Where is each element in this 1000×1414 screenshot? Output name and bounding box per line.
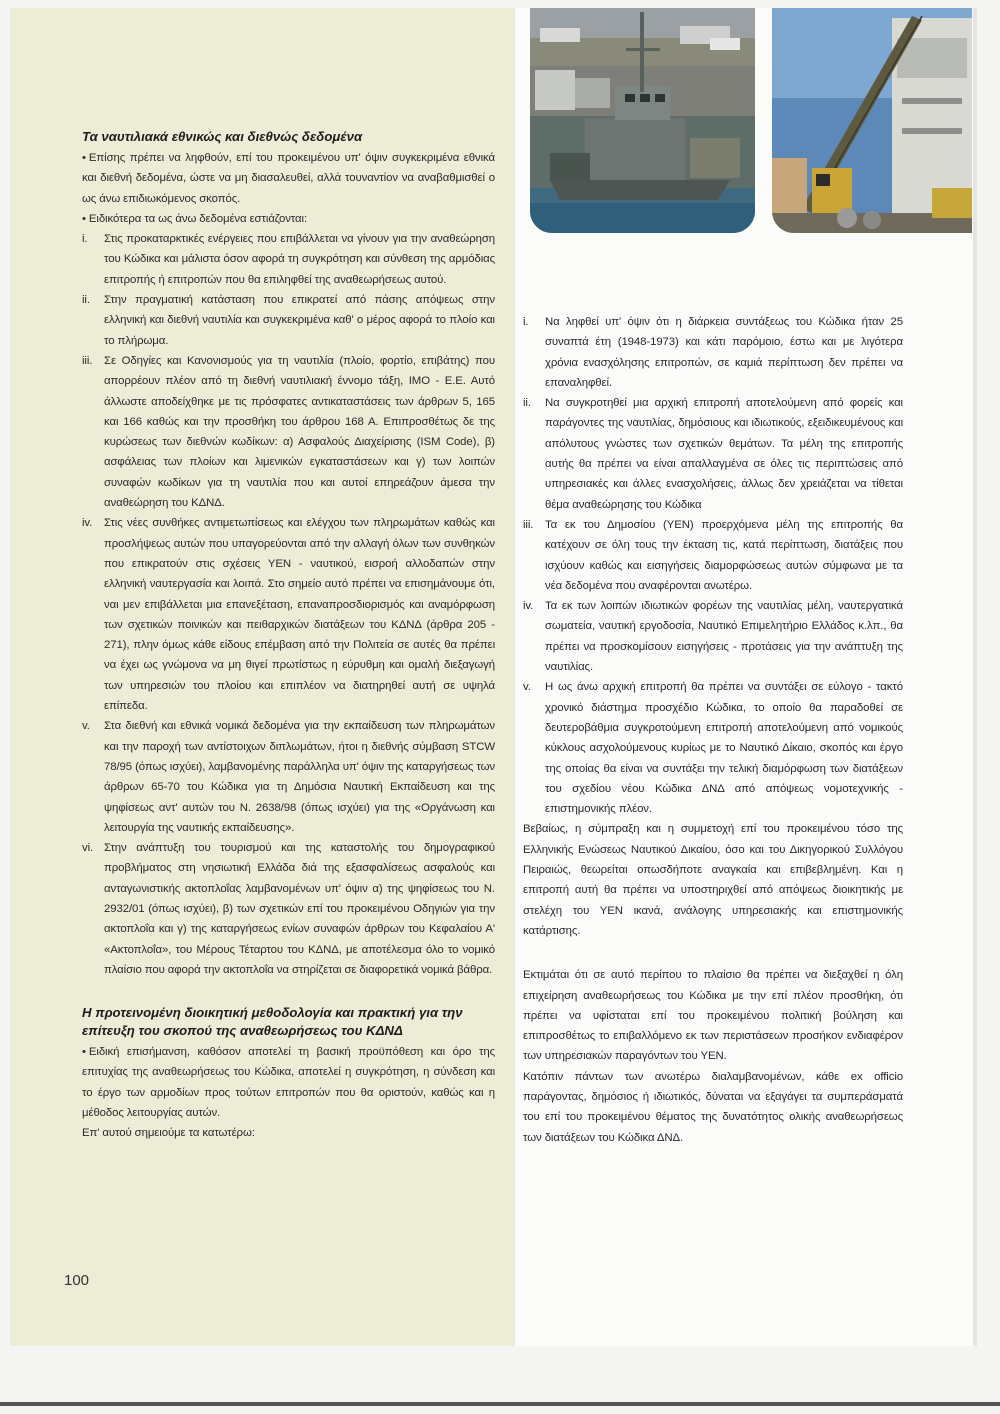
list-item-number: iii.	[523, 518, 534, 531]
list-item-text: Στα διεθνή και εθνικά νομικά δεδομένα για την εκπαίδευση των πληρωμάτων και την παροχή των αντίστοιχων διπλωμάτων, ήτοι η διεθνής σύμβαση STCW 78/95 (όπως ισχύει), λαμβανομένης παράλληλα υπ' όψιν της καταργήσεως των άρθρων 65-70 του Κώδικα για τη Δημόσια Ναυτική Εκπαίδευση και της ψηφίσεως αντ' αυτών του Ν. 2638/98 (όπως ισχύει) για της «Οργάνωση και λειτουργία της ναυτικής εκπαίδευσης».	[104, 720, 495, 834]
list-item	[82, 290, 495, 351]
list-item-text: Τα εκ του Δημοσίου (ΥΕΝ) προερχόμενα μέλη της επιτροπής θα κατέχουν σε όλη τους την έκταση τις, κατά περίπτωση, διατάξεις που ισχύουν καθώς και εισηγήσεις διαμορφώσεως αυτών σύμφωνα με τα νέα δεδομένα που αναφέρονται ανωτέρω.	[545, 518, 903, 592]
list-item-number: iv.	[523, 600, 534, 613]
spacer	[82, 992, 495, 1004]
list-item-text: Στις νέες συνθήκες αντιμετωπίσεως και ελέγχου των πληρωμάτων καθώς και προσλήψεως αυτών που υπαγορεύονται από την αλλαγή όλων των συνθηκών που επικρατούν στις σχέσεις ΥΕΝ - ναυτικού, εισροή αλλοδαπών στην ελληνική ναυτεργασία και λοιπά. Στο σημείο αυτό πρέπει να επισημάνουμε ότι, ναι μεν επιβάλλεται μια επανεξέταση, επαναπροσδιορισμός και αναμόρφωση των σχετικών ποινικών και πειθαρχικών διατάξεων του ΚΔΝΔ (άρθρα 205 - 271), πλην όμως κάθε είδους επέμβαση από την Πολιτεία σε αυτές θα πρέπει να έχει ως γνώμονα να μη θιγεί πρωτίστως η εύρυθμη και ομαλή διεξαγωγή των υπηρεσιών του πλοίου και επιπλέον να διατηρηθεί αυτή σε υψηλά επίπεδα.	[104, 517, 495, 713]
list-item-text: Τα εκ των λοιπών ιδιωτικών φορέων της ναυτιλίας μέλη, ναυτεργατικά σωματεία, ναυτική εργοδοσία, Ναυτικό Επιμελητήριο Ελλάδος κ.λπ., θα πρέπει να προσκομίσουν εισηγήσεις - προτάσεις για την ανάπτυξη της ναυτιλίας.	[545, 600, 903, 674]
list-item	[82, 513, 495, 716]
body-paragraph: Κατόπιν πάντων των ανωτέρω διαλαμβανομένων, κάθε ex officio παράγοντας, δημόσιος ή ιδιωτικός, δύναται να εξαγάγει τα συμπεράσματά του επί του προκειμένου θέματος της δυνατότητος ολικής αναθεωρήσεως των διατάξεων του Κώδικα ΔΝΔ.	[523, 1070, 903, 1144]
methodology-paragraph: Επ' αυτού σημειούμε τα κατωτέρω:	[82, 1127, 255, 1140]
list-item-text: Η ως άνω αρχική επιτροπή θα πρέπει να συντάξει σε εύλογο - τακτό χρονικό διάστημα προσχέδιο Κώδικα, το οποίο θα παραδοθεί σε δευτεροβάθμια συγκροτούμενη επιτροπή αποτελούμενη από νομικούς κύκλους ασχολούμενους κυρίως με το Ναυτικό Δίκαιο, σκοπός και έργο της οποίας θα είναι να συντάξει την τελική διαμόρφωση των διατάξεων του σχεδίου νέου Κώδικα ΔΝΔ από απόψεως νομοτεχνικής - επιστημονικής πλέον.	[545, 681, 903, 816]
intro-paragraph: • Ειδικότερα τα ως άνω δεδομένα εστιάζονται:	[82, 209, 495, 229]
right-text-column	[523, 312, 903, 1148]
list-item-text: Στην ανάπτυξη του τουρισμού και της καταστολής του δημογραφικού προβλήματος στη νησιωτική Ελλάδα διά της εξασφαλίσεως ασφαλούς και ανταγωνιστικής ακτοπλοΐας λαμβανομένων υπ' όψιν α) της ψηφίσεως του Ν. 2932/01 (όπως ισχύει), β) των σχετικών επί του προκειμένου Οδηγιών για την ακτοπλοΐα και γ) της καταργήσεως ενίων συναφών άρθρων του Κεφαλαίου Α' «Ακτοπλοΐα», του Μέρους Τέταρτου του ΚΔΝΔ, με αποτέλεσμα όλο το νομικό πλαίσιο που αφορά την ακτοπλοΐα να στηρίζεται σε διαφορετικά νομικά βάθρα.	[104, 842, 495, 976]
list-item	[82, 716, 495, 838]
list-item	[523, 312, 903, 393]
list-item-number: iv.	[82, 517, 93, 530]
list-item-number: v.	[82, 720, 90, 733]
list-item	[523, 515, 903, 596]
list-item	[523, 393, 903, 515]
body-paragraph: Εκτιμάται ότι σε αυτό περίπου το πλαίσιο θα πρέπει να διεξαχθεί η όλη επιχείρηση αναθεωρήσεως του Κώδικα με την επί πλέον προσθήκη, ότι πρέπει να υφίσταται επί του προκειμένου πολιτική βούληση και επιπροσθέτως το επιβαλλόμενο εκ των περιστάσεων προσήκον ενδιαφέρον των υπηρεσιακών παραγόντων του ΥΕΝ.	[523, 969, 903, 1063]
spacer	[523, 941, 903, 953]
list-item-number: v.	[523, 681, 531, 694]
left-text-column	[82, 128, 495, 1144]
list-item	[82, 838, 495, 980]
body-paragraph: Βεβαίως, η σύμπραξη και η συμμετοχή επί του προκειμένου τόσο της Ελληνικής Ενώσεως Ναυτικού Δικαίου, όσο και του Δικηγορικού Συλλόγου Πειραιώς, θεωρείται οπωσδήποτε αναγκαία και επιβεβλημένη. Και η επιτροπή αυτή θα πρέπει να υποστηριχθεί από απόψεως διοικητικής με στελέχη του ΥΕΝ ικανά, ανάλογης υπηρεσιακής και επιστημονικής κατάρτισης.	[523, 823, 903, 937]
intro-paragraph: • Επίσης πρέπει να ληφθούν, επί του προκειμένου υπ' όψιν συγκεκριμένα εθνικά και διεθνή δεδομένα, ώστε να μη διασαλευθεί, αλλά τουναντίον να αναβαθμισθεί ο ως άνω επιδιωκόμενος σκοπός.	[82, 148, 495, 209]
list-item-text: Σε Οδηγίες και Κανονισμούς για τη ναυτιλία (πλοίο, φορτίο, επιβάτης) που απορρέουν πλέον από τη διεθνή ναυτιλιακή έννομο τάξη, IMO - Ε.Ε. Αυτό άλλωστε αποδείχθηκε με τις πρόσφατες αντικαταστάσεις των άρθρων 5, 165 και 166 καθώς και την προσθήκη του άρθρου 168 Α. Επιπροσθέτως δε της κυρώσεως των διεθνών κωδίκων: α) Ασφαλούς Διαχείρισης (ISM Code), β) ασφάλειας των πλοίων και λιμενικών εγκαταστάσεων και γ) των λοιπών συναφών κωδίκων για τη ναυτιλία που και αυτοί επηρεάζουν άμεσα την αναθεώρηση του ΚΔΝΔ.	[104, 354, 495, 510]
list-item	[82, 351, 495, 513]
list-item-number: i.	[82, 233, 88, 246]
spacer	[82, 980, 495, 992]
list-item	[523, 596, 903, 677]
section-heading-maritime-data: Τα ναυτιλιακά εθνικώς και διεθνώς δεδομένα	[82, 129, 363, 144]
list-item-text: Στην πραγματική κατάσταση που επικρατεί από πάσης απόψεως στην ελληνική και διεθνή ναυτιλία και συγκεκριμένα καθ' ο μέρος αφορά το πλοίο και το πλήρωμα.	[104, 294, 495, 347]
list-item-number: vi.	[82, 842, 94, 855]
page-number: 100	[64, 1272, 90, 1289]
list-item	[82, 229, 495, 290]
spacer	[523, 953, 903, 965]
harbor-tugboat-photo	[530, 8, 755, 233]
list-item-text: Να συγκροτηθεί μια αρχική επιτροπή αποτελούμενη από φορείς και παράγοντες της ναυτιλίας, δημόσιους και ιδιωτικούς, εξειδικευμένους και απόλυτους γνώστες των σχετικών θεμάτων. Τα μέλη της επιτροπής αυτής θα πρέπει να είναι απαλλαγμένα σε όλες τις περιπτώσεις από υπηρεσιακές και άλλες ενασχολήσεις, άλλως δεν χρειάζεται να τίθεται θέμα αναθεώρησης του Κώδικα	[545, 397, 903, 511]
list-item-number: ii.	[82, 294, 90, 307]
list-item-text: Στις προκαταρκτικές ενέργειες που επιβάλλεται να γίνουν για την αναθεώρηση του Κώδικα και μάλιστα όσον αφορά τη συγκρότηση και σύνθεση της αρμόδιας επιτροπής ή επιτροπών που θα επιληφθεί της αναθεωρήσεως αυτού.	[104, 233, 495, 286]
section-heading-methodology: Η προτεινομένη διοικητική μεθοδολογία και πρακτική για την επίτευξη του σκοπού της αναθεωρήσεως του ΚΔΝΔ	[82, 1005, 463, 1039]
bottom-divider	[0, 1402, 1000, 1406]
list-item	[523, 677, 903, 819]
methodology-paragraph: • Ειδική επισήμανση, καθόσον αποτελεί τη βασική προϋπόθεση και όρο της επιτυχίας της αναθεωρήσεως του Κώδικα, αποτελεί η συγκρότηση, η σύνδεση και το έργο των αρμοδίων προς τούτων επιτροπών που θα οριστούν, καθώς και η μέθοδος λειτουργίας αυτών.	[82, 1042, 495, 1123]
list-item-number: iii.	[82, 354, 93, 367]
dock-crane-photo	[772, 8, 972, 233]
list-item-number: ii.	[523, 397, 531, 410]
list-item-number: i.	[523, 316, 529, 328]
list-item-text: Να ληφθεί υπ' όψιν ότι η διάρκεια συντάξεως του Κώδικα ήταν 25 συναπτά έτη (1948-1973) και κάτι παρόμοιο, έστω και με λιγότερα χρόνια ενασχόλησης επιτροπών, σε καμιά περίπτωση δεν πρέπει να επαναληφθεί.	[545, 316, 903, 389]
